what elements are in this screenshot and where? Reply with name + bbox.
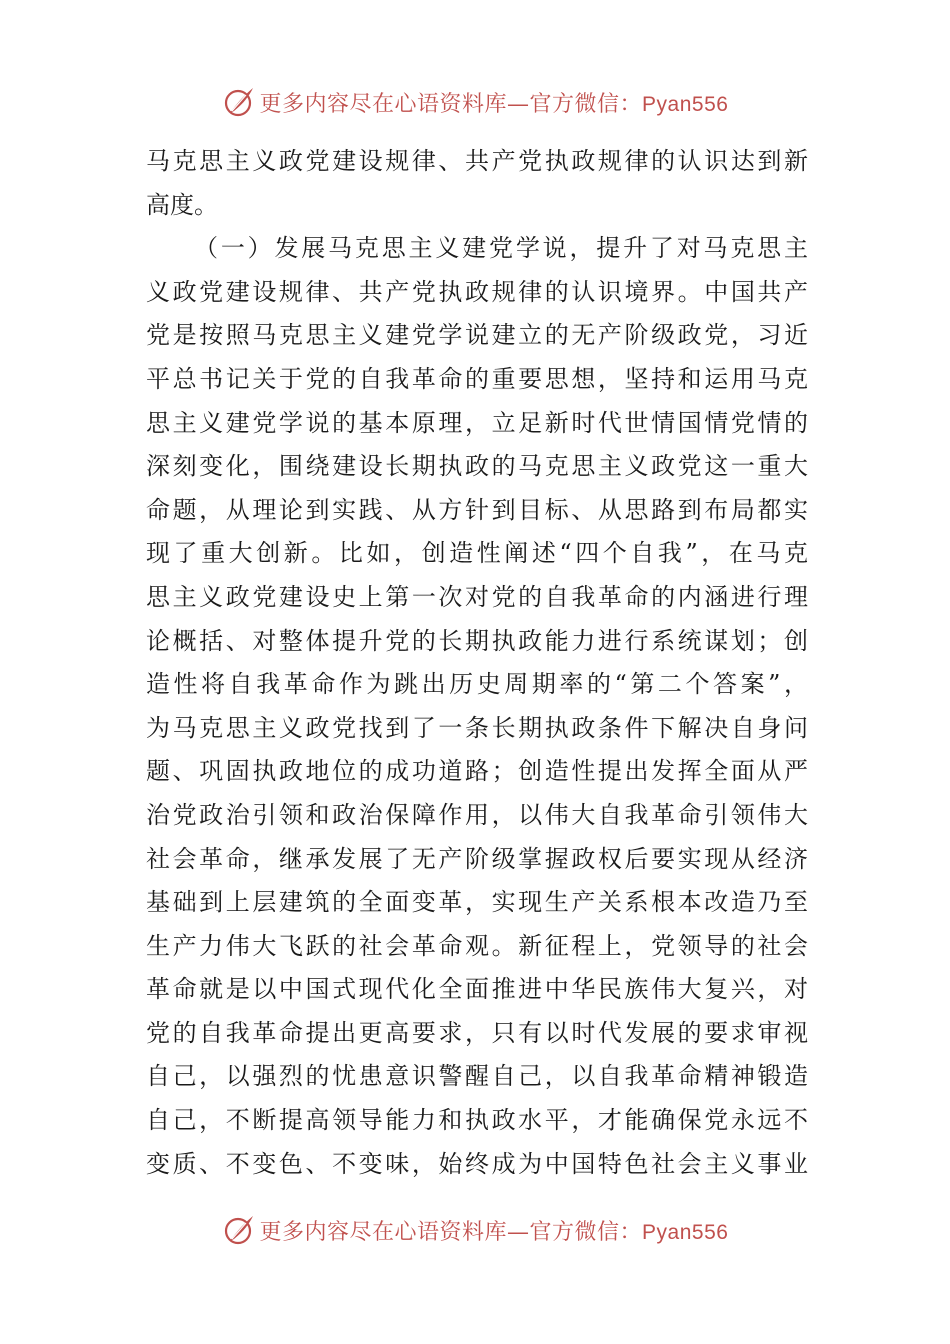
text-line: 自己，不断提高领导能力和执政水平，才能确保党永远不 xyxy=(146,1106,808,1135)
banner-text-wechat-id: Pyan556 xyxy=(642,92,729,116)
text-line: 革命就是以中国式现代化全面推进中华民族伟大复兴，对 xyxy=(146,975,808,1004)
text-line: 造性将自我革命作为跳出历史周期率的“第二个答案”， xyxy=(146,670,808,699)
banner-text-cn: 更多内容尽在心语资料库—官方微信： xyxy=(259,91,643,117)
text-line: 义政党建设规律、共产党执政规律的认识境界。中国共产 xyxy=(146,277,808,306)
text-line: 社会革命，继承发展了无产阶级掌握政权后要实现从经济 xyxy=(146,844,808,873)
document-body xyxy=(146,140,808,1186)
text-line: 平总书记关于党的自我革命的重要思想，坚持和运用马克 xyxy=(146,364,808,393)
text-line: 基础到上层建筑的全面变革，实现生产关系根本改造乃至 xyxy=(146,888,808,917)
feather-pen-circle-icon xyxy=(222,85,256,119)
text-line: 党的自我革命提出更高要求，只有以时代发展的要求审视 xyxy=(146,1018,808,1047)
paragraph-continuation xyxy=(146,140,808,227)
text-line: 自己，以强烈的忧患意识警醒自己，以自我革命精神锻造 xyxy=(146,1062,808,1091)
text-line: 论概括、对整体提升党的长期执政能力进行系统谋划；创 xyxy=(146,626,808,655)
text-line: 党是按照马克思主义建党学说建立的无产阶级政党，习近 xyxy=(146,321,808,350)
feather-pen-circle-icon xyxy=(222,1213,256,1247)
text-line: 治党政治引领和政治保障作用，以伟大自我革命引领伟大 xyxy=(146,800,808,829)
text-line: 生产力伟大飞跃的社会革命观。新征程上，党领导的社会 xyxy=(146,931,808,960)
text-line: 思主义建党学说的基本原理，立足新时代世情国情党情的 xyxy=(146,408,808,437)
footer-watermark-banner xyxy=(0,1208,950,1252)
text-line: 命题，从理论到实践、从方针到目标、从思路到布局都实 xyxy=(146,495,808,524)
text-line: 高度。 xyxy=(146,190,218,219)
paragraph-section-one xyxy=(146,227,808,1186)
section-heading-line: （一）发展马克思主义建党学说，提升了对马克思主 xyxy=(194,234,808,263)
banner-text xyxy=(260,87,729,118)
banner-text-cn: 更多内容尽在心语资料库—官方微信： xyxy=(259,1219,643,1245)
header-watermark-banner xyxy=(0,80,950,124)
text-line: 变质、不变色、不变味，始终成为中国特色社会主义事业 xyxy=(146,1149,808,1178)
banner-text xyxy=(260,1215,729,1246)
text-line: 现了重大创新。比如，创造性阐述“四个自我”，在马克 xyxy=(146,539,808,568)
text-line: 思主义政党建设史上第一次对党的自我革命的内涵进行理 xyxy=(146,582,808,611)
text-line: 深刻变化，围绕建设长期执政的马克思主义政党这一重大 xyxy=(146,452,808,481)
text-line: 题、巩固执政地位的成功道路；创造性提出发挥全面从严 xyxy=(146,757,808,786)
text-line: 为马克思主义政党找到了一条长期执政条件下解决自身问 xyxy=(146,713,808,742)
text-line: 马克思主义政党建设规律、共产党执政规律的认识达到新 xyxy=(146,147,808,175)
banner-text-wechat-id: Pyan556 xyxy=(642,1220,729,1244)
